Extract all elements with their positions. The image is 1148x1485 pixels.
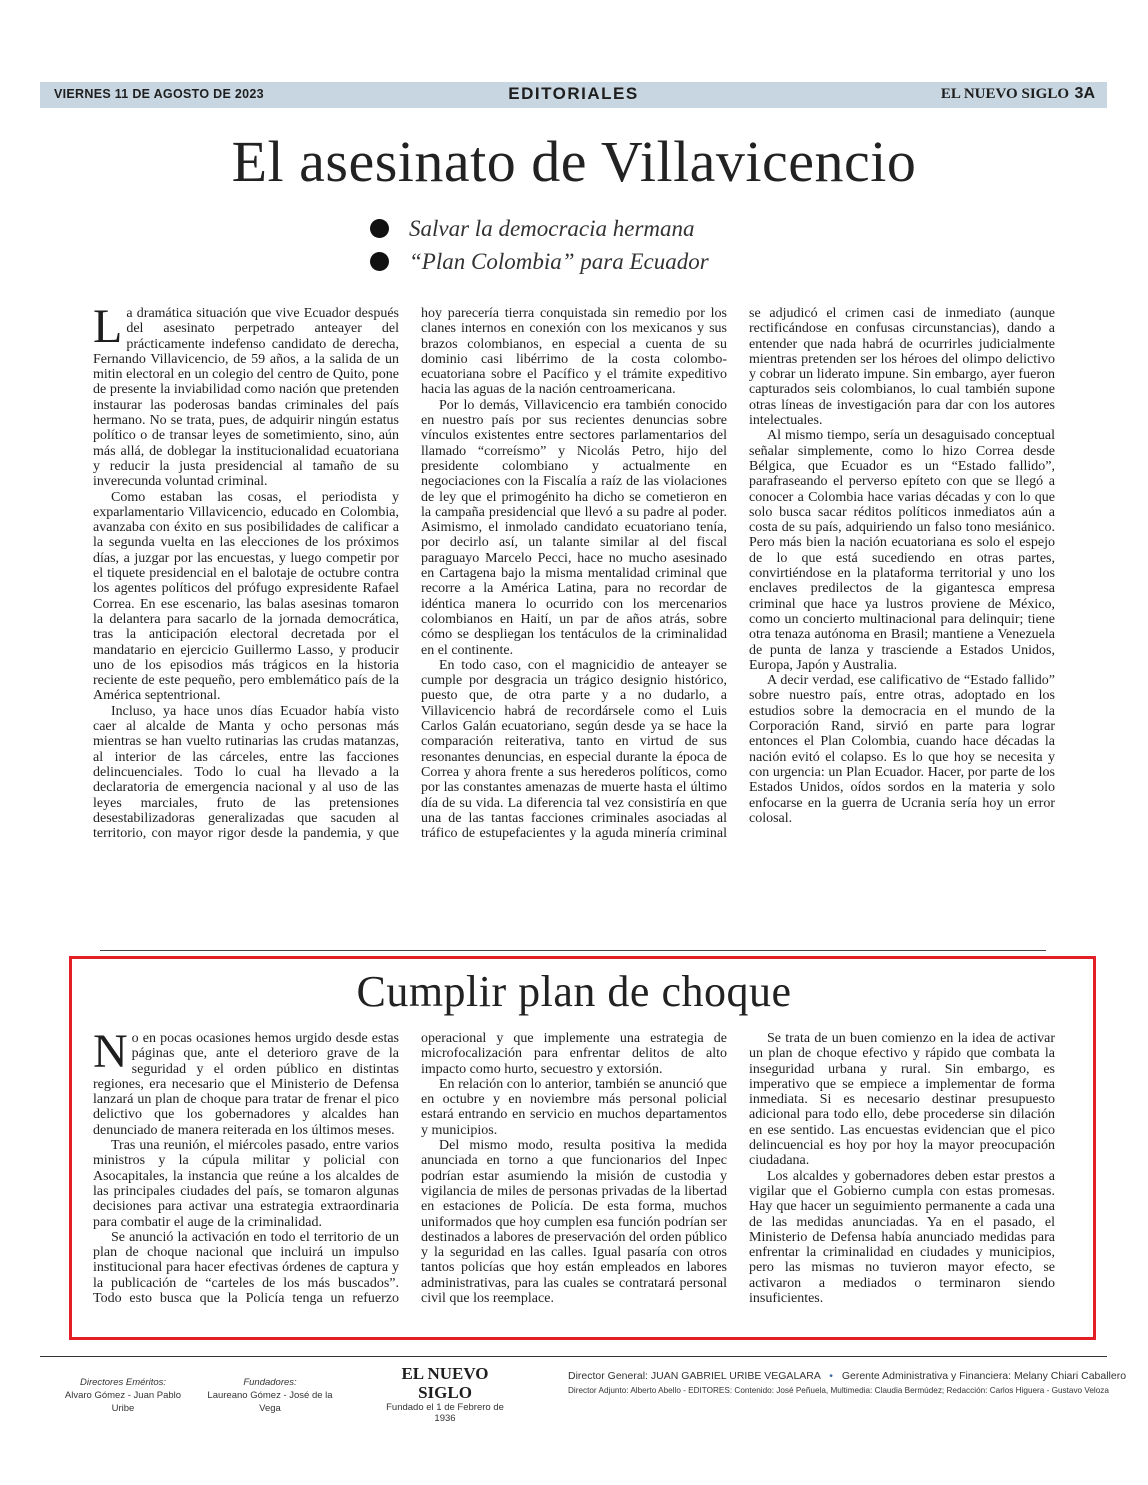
page-number: 3A bbox=[1074, 85, 1095, 102]
founders bbox=[205, 1376, 335, 1415]
paragraph: En todo caso, con el magnicidio de anteayer se cumple por desgracia un trágico designio histórico, puesto que, de otra parte y a no dudarlo, a Villavicencio habrá de recordársele como el Luis Carlos Galán ecuatoriano, según desde ya se hace la comparación reiterativa, tanto en virtud de sus resonantes denuncias, en especial durante la época de Correa y ahora frente a sus herederos políticos, como por las constantes amenazas de muerte hasta el último día de su vida. La diferencia tal vez consistiría en que una de las tantas facciones criminales asociadas al tráfico de estupefacientes y la aguda minería criminal se adjudicó el crimen casi de inmediato (aunque rectificándose en confusas circunstancias), dando a entender que nada habrá de ocurrirles judicialmente mientras pretenden ser los héroes del olimpo delictivo y cobrar un liderato impune. Sin embargo, ayer fueron capturados seis colombianos, lo cual también supone otras líneas de investigación para dar con los autores intelectuales. bbox=[421, 306, 1055, 842]
paragraph: Al mismo tiempo, sería un desaguisado conceptual señalar simplemente, como lo hizo Correa desde Bélgica, que Ecuador es un “Estado fallido”, parafraseando el perverso epíteto con que se llegó a conocer a Colombia hace varias décadas y con lo que solo busca sacar réditos políticos inmediatos aún a costa de su país, adquiriendo un falso tono mesiánico. Pero más bien la nación ecuatoriana es solo el espejo de lo que está sucediendo en otras partes, convirtiéndose en la plataforma territorial y uno los enclaves predilectos de la gigantesca empresa criminal que hace ya lustros proviene de México, como un concierto multinacional para delinquir; tiene otra tenaza autónoma en Brasil; mantiene a Venezuela de punta de lanza y trasciende a Estados Unidos, Europa, Japón y Australia. bbox=[749, 428, 1055, 673]
paragraph: Se anunció la activación en todo el territorio de un plan de choque nacional que incluirá un impulso institucional para hacer efectivas órdenes de captura y la publicación de “carteles de los más buscados”. Todo esto busca que la Policía tenga un refuerzo operacional y que implemente una estrategia de microfocalización para enfrentar delitos de alto impacto como hurto, secuestro y extorsión. bbox=[93, 1031, 727, 1307]
emeritus-title: Directores Eméritos: bbox=[79, 1377, 167, 1388]
footer-divider bbox=[40, 1356, 1107, 1357]
paragraph: Incluso, ya hace unos días Ecuador había visto caer al alcalde de Manta y ocho personas más mientras se han vuelto rutinarias las crudas matanzas, al interior de las cárceles, entre las facciones delincuenciales. Todo lo cual ha llevado a la declaratoria de emergencia nacional y al uso de las leyes marciales, fruto de las pretensiones desestabilizadoras generalizadas que sacuden al territorio, con mayor rigor desde la pandemia, y que hoy parecería tierra conquistada sin remedio por los clanes internos en conexión con los mexicanos y sus brazos colombianos, en especial a cuenta de su dominio casi libérrimo de la costa colombo-ecuatoriana sobre el Pacífico y el trámite expeditivo hacia las aguas de la nación centroamericana. bbox=[93, 306, 727, 842]
paragraph: A decir verdad, ese calificativo de “Estado fallido” sobre nuestro país, entre otras, adoptado en los estudios sobre la democracia en el mundo de la Corporación Rand, sirvió en parte para lograr entonces el Plan Colombia, cuando hace décadas la nación evitó el colapso. Es lo que hoy se necesita y con urgencia: un Plan Ecuador. Hacer, por parte de los Estados Unidos, oídos sordos en la materia y solo enfocarse en la guerra de Ucrania sería hoy un error colosal. bbox=[749, 673, 1055, 826]
subhead-text: Salvar la democracia hermana bbox=[409, 216, 695, 241]
footer-brand bbox=[380, 1364, 510, 1424]
paragraph: Los alcaldes y gobernadores deben estar prestos a vigilar que el Gobierno cumpla con estas promesas. Hay que hacer un seguimiento permanente a cada una de las medidas anunciadas. Ya en el pasado, el Ministerio de Defensa había anunciado medidas para enfrentar la criminalidad en ciudades y municipios, pero las mismas no tuvieron mayor efecto, se activaron a mediados o terminaron siendo insuficientes. bbox=[749, 1168, 1055, 1307]
founded-date: Fundado el 1 de Febrero de 1936 bbox=[386, 1402, 504, 1424]
subhead-text: “Plan Colombia” para Ecuador bbox=[409, 249, 709, 274]
page-header bbox=[40, 82, 1107, 108]
paragraph: Del mismo modo, resulta positiva la medida anunciada en torno a que funcionarios del Inpec podrían estar asumiendo la misión de custodia y vigilancia de miles de personas privadas de la libertad en estaciones de Policía. De esta forma, muchos uniformados que hoy cumplen esa función podrían ser destinados a labores de preservación del orden público y la seguridad en las calles. Igual pasaría con otros tantos policías que hoy están empleados en labores administrativas, para las cuales se contratará personal civil que los reemplace. bbox=[421, 1138, 727, 1307]
paragraph: Se trata de un buen comienzo en la idea de activar un plan de choque efectivo y rápido que combata la inseguridad urbana y rural. Sin embargo, es imperativo que se empiece a implementar de forma inmediata. Si es necesario destinar presupuesto adicional para todo ello, debe procederse sin dilación en ese sentido. Las encuestas evidencian que el pico delincuencial es hoy por hoy la mayor preocupación ciudadana. bbox=[749, 1031, 1055, 1169]
editorial-1-body bbox=[93, 300, 1055, 934]
editorial-2-title: Cumplir plan de choque bbox=[356, 967, 792, 1016]
paragraph: Tras una reunión, el miércoles pasado, entre varios ministros y la cúpula militar y policial con Asocapitales, la instancia que reúne a los alcaldes de las principales ciudades del país, se tomaron algunas decisiones para activar una estrategia extraordinaria para combatir el auge de la criminalidad. bbox=[93, 1138, 399, 1230]
director-label: Director General: bbox=[568, 1370, 648, 1382]
director-name: JUAN GABRIEL URIBE VEGALARA bbox=[650, 1370, 821, 1382]
paragraph: La dramática situación que vive Ecuador después del asesinato perpetrado anteayer del prácticamente indefenso candidato de derecha, Fernando Villavicencio, de 59 años, a la salida de un mitin electoral en un colegio del centro de Quito, pone de presente la inviabilidad como nación que pretenden instaurar las poderosas bandas criminales del país hermano. No se trata, pues, de adquirir ningún estatus político o de transar leyes de sometimiento, sino, aún más allá, de doblegar la institucionalidad ecuatoriana y reducir la justa presidencial al tamaño de su inverecunda voluntad criminal. bbox=[93, 300, 399, 490]
drop-cap: N bbox=[93, 1025, 128, 1078]
editors-line: Director Adjunto: Alberto Abello - EDITORES: Contenido: José Peñuela, Multimedia: Claudia Bermúdez; Redacción: Carlos Higuera - Gustavo Veloza bbox=[568, 1386, 1109, 1395]
newspaper-brand: EL NUEVO SIGLO bbox=[940, 86, 1069, 102]
paragraph: En relación con lo anterior, también se anunció que en octubre y en noviembre más personal policial estará entrando en servicio en muchos departamentos y municipios. bbox=[421, 1076, 727, 1138]
paragraph: Por lo demás, Villavicencio era también conocido en nuestro país por sus recientes denuncias sobre vínculos existentes entre sectores parlamentarios del llamado “correísmo” y Nicolás Petro, hijo del presidente colombiano y actualmente en negociaciones con la Fiscalía a raíz de las violaciones de ley que el primogénito ha dicho se cometieron en la campaña presidencial que llevó a su padre al poder. Asimismo, el inmolado candidato ecuatoriano tenía, por decirlo así, un talante similar al del fiscal paraguayo Marcelo Pecci, hace no mucho asesinado en Cartagena bajo la misma mentalidad criminal que recorre a la América Latina, para no recordar de idéntica manera lo ocurrido con los mercenarios colombianos en Haití, un par de años atrás, sobre cómo se despliegan los tentáculos de la criminalidad en el continente. bbox=[421, 397, 727, 658]
section-divider bbox=[100, 950, 1046, 951]
staff-credits bbox=[568, 1368, 1127, 1398]
emeritus-directors bbox=[58, 1376, 188, 1415]
header-date: VIERNES 11 DE AGOSTO DE 2023 bbox=[54, 87, 264, 101]
subhead bbox=[370, 212, 709, 245]
emeritus-names: Alvaro Gómez - Juan Pablo Uribe bbox=[64, 1390, 182, 1414]
directors-line bbox=[568, 1368, 1127, 1384]
footer-logo: EL NUEVO SIGLO bbox=[401, 1364, 489, 1402]
editorial-1-title: El asesinato de Villavicencio bbox=[231, 129, 917, 194]
paragraph: Como estaban las cosas, el periodista y exparlamentario Villavicencio, educado en Colombia, avanzaba con éxito en sus posibilidades de calificar a la segunda vuelta en las elecciones de los próximos días, a juzgar por las encuestas, y luego competir por el tiquete presidencial en el balotaje de octubre contra los agentes políticos del prófugo expresidente Rafael Correa. En ese escenario, las balas asesinas tomaron la delantera para sacarlo de la jornada democrática, tras la anticipación electoral decretada por el mandatario en ejercicio Guillermo Lasso, y producir uno de los episodios más trágicos en la historia reciente de este pequeño, pero emblemático país de la América septentrional. bbox=[93, 489, 399, 704]
editorial-2-body bbox=[93, 1025, 1055, 1327]
bullet-icon bbox=[370, 219, 389, 238]
editorial-1-subheads bbox=[370, 212, 709, 278]
manager-label: Gerente Administrativa y Financiera: bbox=[841, 1370, 1012, 1382]
founders-names: Laureano Gómez - José de la Vega bbox=[207, 1390, 333, 1414]
subhead bbox=[370, 245, 709, 278]
paragraph: No en pocas ocasiones hemos urgido desde estas páginas que, ante el deterioro grave de la seguridad y el orden público en distintas regiones, era necesario que el Ministerio de Defensa lanzará un plan de choque para tratar de frenar el pico delictivo que los gobernadores y alcaldes han denunciado de manera reiterada en los últimos meses. bbox=[93, 1025, 399, 1138]
founders-title: Fundadores: bbox=[243, 1377, 297, 1388]
bullet-icon bbox=[370, 252, 389, 271]
drop-cap: L bbox=[93, 300, 123, 353]
separator-dot-icon: • bbox=[829, 1370, 833, 1382]
manager-name: Melany Chiari Caballero bbox=[1014, 1370, 1127, 1382]
section-title: EDITORIALES bbox=[508, 84, 639, 103]
